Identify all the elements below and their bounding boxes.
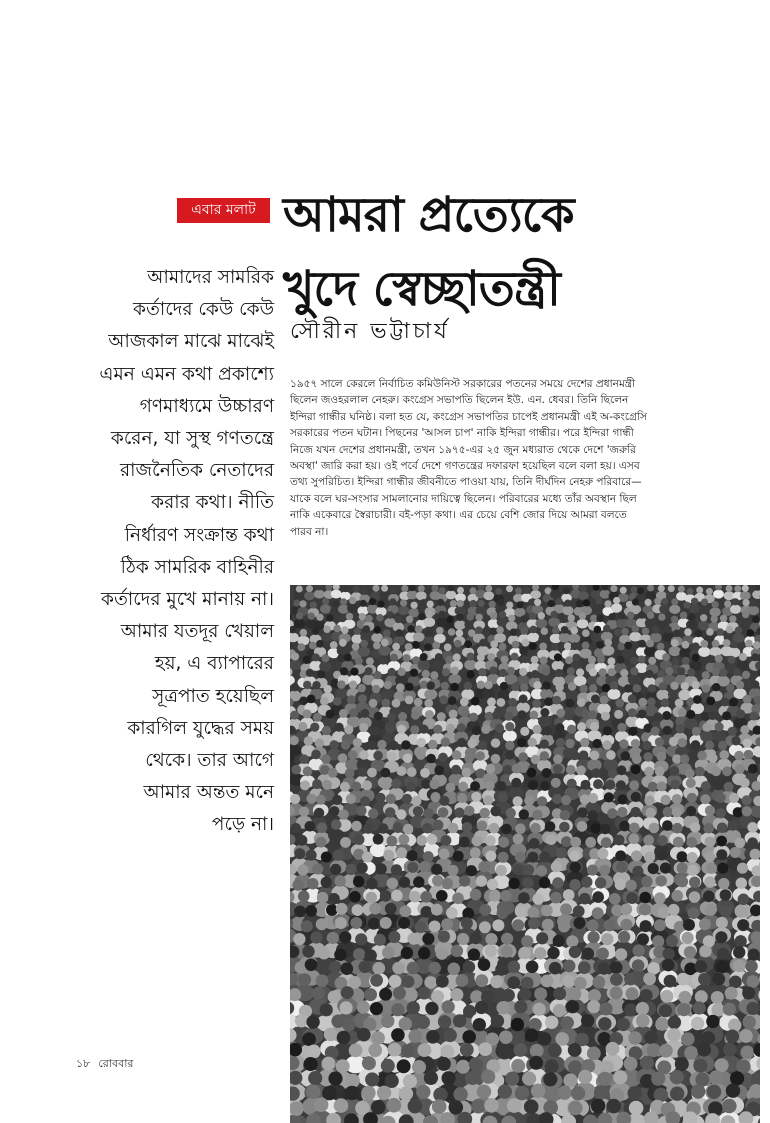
crowd-photo [290, 585, 760, 1123]
author-byline: সৌরীন ভট্টাচার্য [290, 319, 450, 344]
pull-quote-line: হয়, এ ব্যাপারের [154, 653, 274, 675]
pull-quote-line: নির্ধারণ সংক্রান্ত কথা [124, 524, 274, 546]
pull-quote-line: এমন এমন কথা প্রকাশ্যে [99, 363, 274, 385]
pull-quote-line: আমার যতদূর খেয়াল [120, 621, 274, 643]
body-line: পারব না। [290, 525, 329, 538]
article-intro [290, 376, 756, 540]
publication-name: রোববার [98, 1057, 134, 1070]
pull-quote-line: সূত্রপাত হয়েছিল [152, 685, 274, 707]
pull-quote-line: পড়ে না। [211, 814, 274, 836]
pull-quote [62, 262, 274, 842]
headline [283, 178, 763, 326]
body-line: ইন্দিরা গান্ধীর ঘনিষ্ঠ। বলা হত যে, কংগ্রেস সভাপতির চাপেই প্রধানমন্ত্রী এই অ-কংগ্রেসি [290, 410, 647, 423]
crowd-illustration [290, 585, 760, 1123]
body-line: ১৯৫৭ সালে কেরলে নির্বাচিত কমিউনিস্ট সরকারের পতনের সময়ে দেশের প্রধানমন্ত্রী [290, 378, 636, 390]
body-line: সরকারের পতন ঘটান। পিছনের 'আসল চাপ' নাকি ইন্দিরা গান্ধীর। পরে ইন্দিরা গান্ধী [290, 427, 634, 440]
pull-quote-line: কর্তাদের মুখে মানায় না। [101, 589, 274, 611]
pull-quote-line: গণমাধ্যমে উচ্চারণ [139, 395, 274, 417]
pull-quote-line: আমার অন্তত মনে [143, 782, 274, 804]
body-line: নাকি একেবারে স্বৈরাচারী। বই-পড়া কথা। এর চেয়ে বেশি জোর দিয়ে আমরা বলতে [290, 509, 627, 522]
pull-quote-line: করেন, যা সুস্থ গণতন্ত্রে [110, 428, 274, 450]
pull-quote-line: আজকাল মাঝে মাঝেই [108, 331, 274, 353]
page-folio [76, 1055, 141, 1074]
pull-quote-line: ঠিক সামরিক বাহিনীর [120, 556, 274, 578]
body-line: অবস্থা' জারি করা হয়। ওই পর্বে দেশে গণতন্ত্রের দফারফা হয়েছিল বলে বলা হয়। এসব [290, 460, 640, 473]
pull-quote-line: আমাদের সামরিক [147, 267, 274, 288]
headline-line-1: আমরা প্রত্যেকে [283, 187, 574, 243]
page-number: ১৮ [76, 1057, 91, 1070]
body-line: ছিলেন জওহরলাল নেহরু। কংগ্রেস সভাপতি ছিলেন ইউ. এন. ধেবর। তিনি ছিলেন [290, 394, 629, 407]
headline-line-2: খুদে স্বেচ্ছাতন্ত্রী [283, 261, 560, 317]
body-line: নিজে যখন দেশের প্রধানমন্ত্রী, তখন ১৯৭৫-এর ২৫ জুন মধ্যরাত থেকে দেশে 'জরুরি [290, 443, 636, 456]
pull-quote-line: কর্তাদের কেউ কেউ [133, 299, 274, 321]
pull-quote-line: কারগিল যুদ্ধের সময় [127, 717, 274, 739]
pull-quote-line: করার কথা। নীতি [151, 492, 274, 514]
pull-quote-line: রাজনৈতিক নেতাদের [119, 460, 274, 482]
section-tag: এবার মলাট [177, 198, 270, 223]
pull-quote-line: থেকে। তার আগে [145, 750, 274, 772]
body-line: তথ্য সুপরিচিত। ইন্দিরা গান্ধীর জীবনীতে পাওয়া যায়, তিনি দীর্ঘদিন নেহরু পরিবারে— [290, 476, 642, 489]
body-line: যাকে বলে ঘর-সংসার সামলানোর দায়িত্বে ছিলেন। পরিবারের মধ্যে তাঁর অবস্থান ছিল [290, 492, 637, 505]
